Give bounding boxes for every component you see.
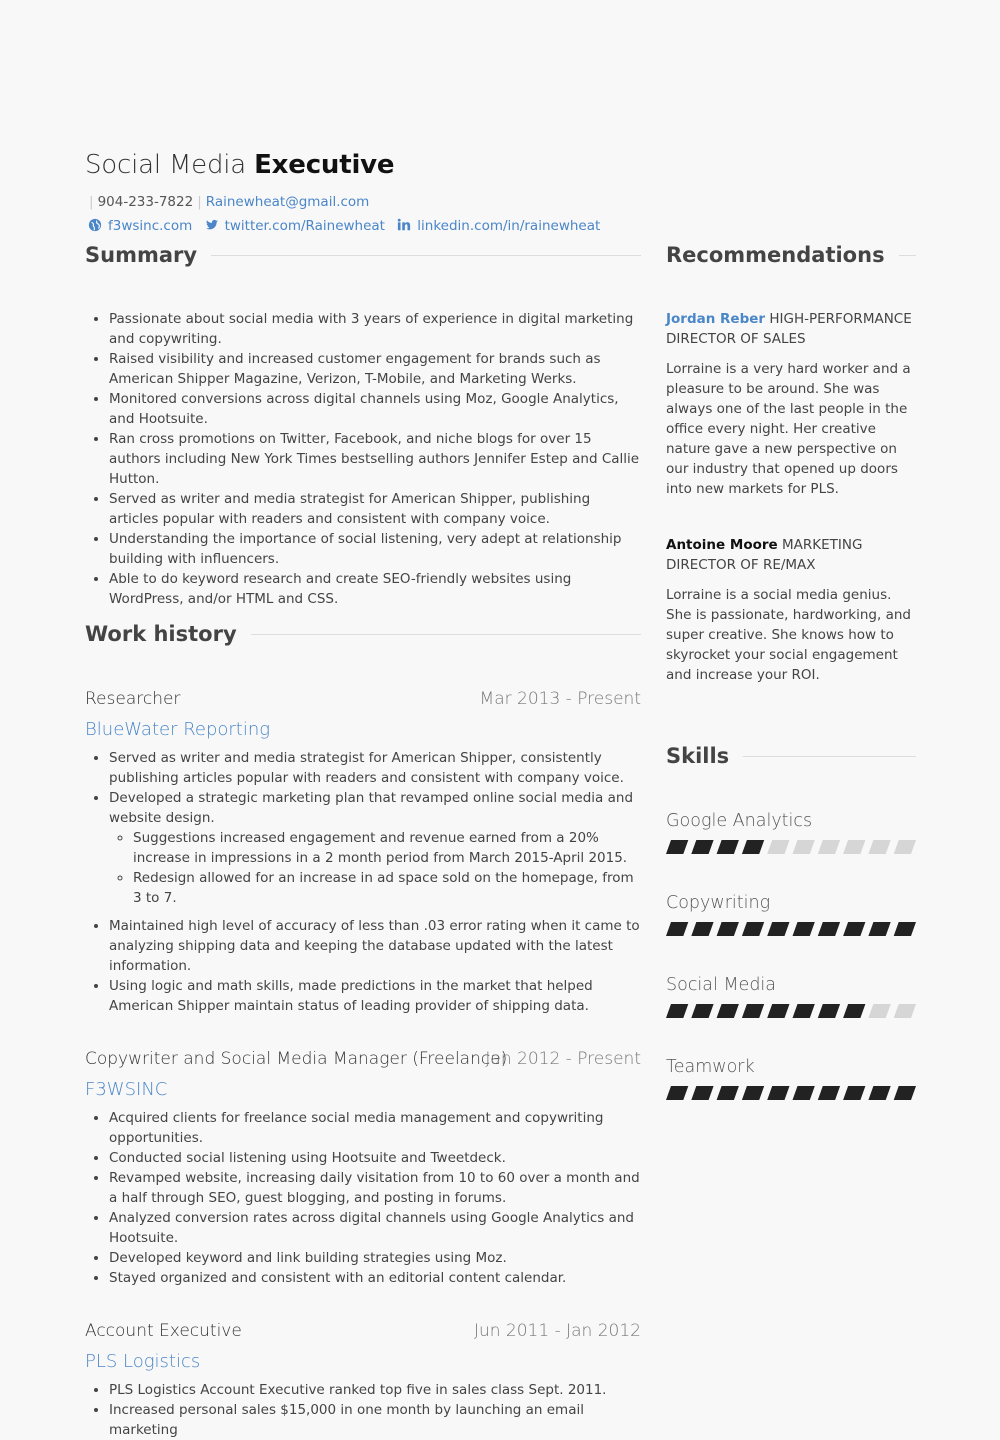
skill-segment-empty — [843, 840, 865, 854]
skill-segment-filled — [666, 922, 688, 936]
recommender-name[interactable]: Jordan Reber — [666, 311, 766, 327]
skill-segment-filled — [742, 922, 764, 936]
skill-segment-filled — [868, 922, 890, 936]
contact-line — [85, 194, 369, 210]
skill-segment-filled — [894, 922, 916, 936]
work-history-heading — [85, 622, 641, 646]
skill-segment-filled — [868, 1086, 890, 1100]
summary-item: • Raised visibility and increased customer engagement for brands such as American Shipper Magazine, Verizon, T-Mobile, and Marketing Werks. — [109, 349, 641, 389]
recommender-role: MARKETING DIRECTOR OF RE/MAX — [666, 537, 863, 573]
list-item — [109, 788, 641, 908]
linkedin-link[interactable] — [397, 218, 600, 234]
job-duties — [85, 748, 641, 1016]
skill-segment-empty — [793, 840, 815, 854]
divider — [899, 255, 916, 256]
list-item: • PLS Logistics Account Executive ranked top five in sales class Sept. 2011. — [109, 1380, 641, 1400]
skill-segment-filled — [742, 840, 764, 854]
summary-item: • Monitored conversions across digital channels using Moz, Google Analytics, and Hootsuite. — [109, 389, 641, 429]
title-light: Social Media — [85, 150, 247, 180]
phone-number: 904-233-7822 — [97, 194, 194, 210]
skill-level-bar — [666, 1004, 916, 1018]
sub-list-item: ◦ Suggestions increased engagement and revenue earned from a 20% increase in impressions in a 2 month period from March 2015-April 2015. — [133, 828, 641, 868]
summary-bullets — [85, 309, 641, 609]
recommendation-card — [666, 309, 916, 499]
skill-segment-filled — [691, 840, 713, 854]
job-duties — [85, 1380, 641, 1438]
resume-title — [85, 150, 394, 180]
recommender — [666, 535, 916, 575]
divider — [251, 634, 641, 635]
list-item: • Increased personal sales $15,000 in one month by launching an email marketing — [109, 1400, 641, 1440]
skill-segment-filled — [742, 1086, 764, 1100]
skill-segment-filled — [793, 1004, 815, 1018]
skill-segment-filled — [666, 1086, 688, 1100]
skill-segment-filled — [843, 1086, 865, 1100]
skill-segment-empty — [894, 840, 916, 854]
skill-segment-filled — [717, 840, 739, 854]
skill-segment-filled — [666, 1004, 688, 1018]
summary-heading — [85, 243, 641, 267]
recommender — [666, 309, 916, 349]
separator: | — [197, 194, 202, 210]
separator: | — [89, 194, 94, 210]
recommender-role: HIGH-PERFORMANCE DIRECTOR OF SALES — [666, 311, 912, 347]
email-link[interactable]: Rainewheat@gmail.com — [205, 194, 370, 210]
skill-segment-filled — [793, 922, 815, 936]
list-item-text: Developed a strategic marketing plan that revamped online social media and website design. — [109, 790, 634, 826]
job-title: Account Executive — [85, 1321, 242, 1341]
company-name[interactable]: PLS Logistics — [85, 1351, 201, 1372]
skill-segment-filled — [894, 1086, 916, 1100]
list-item: • Served as writer and media strategist for American Shipper, consistently publishing articles popular with readers and consistent with company voice. — [109, 748, 641, 788]
skill-level-bar — [666, 1086, 916, 1100]
recommendations-heading — [666, 243, 916, 267]
list-item: • Analyzed conversion rates across digital channels using Google Analytics and Hootsuite. — [109, 1208, 641, 1248]
company-name[interactable]: BlueWater Reporting — [85, 719, 271, 740]
website-text: f3wsinc.com — [108, 218, 193, 234]
website-link[interactable] — [88, 218, 197, 234]
divider — [743, 756, 916, 757]
job-dates: Mar 2013 - Present — [479, 689, 641, 709]
summary-heading-text: Summary — [85, 243, 198, 267]
skill-level-bar — [666, 840, 916, 854]
skill-segment-filled — [691, 922, 713, 936]
skill-segment-filled — [818, 1004, 840, 1018]
recommendation-text: Lorraine is a social media genius. She is passionate, hardworking, and super creative. She knows how to skyrocket your social engagement and increase your ROI. — [666, 587, 911, 683]
skill-segment-empty — [767, 840, 789, 854]
work-history-heading-text: Work history — [85, 622, 237, 646]
skill-segment-filled — [691, 1086, 713, 1100]
skill-name: Teamwork — [666, 1057, 755, 1077]
skill-segment-filled — [742, 1004, 764, 1018]
skill-segment-filled — [767, 1086, 789, 1100]
sub-list-item: ◦ Redesign allowed for an increase in ad space sold on the homepage, from 3 to 7. — [133, 868, 641, 908]
twitter-link[interactable] — [205, 218, 390, 234]
skill-name: Copywriting — [666, 893, 771, 913]
list-item: • Developed keyword and link building strategies using Moz. — [109, 1248, 641, 1268]
linkedin-text: linkedin.com/in/rainewheat — [417, 218, 601, 234]
job-duties — [85, 1108, 641, 1288]
skill-segment-filled — [767, 922, 789, 936]
summary-item: • Passionate about social media with 3 years of experience in digital marketing and copywriting. — [109, 309, 641, 349]
skill-segment-empty — [894, 1004, 916, 1018]
divider — [211, 255, 641, 256]
skill-segment-filled — [818, 922, 840, 936]
skills-heading — [666, 744, 916, 768]
summary-item: • Able to do keyword research and create SEO-friendly websites using WordPress, and/or HTML and CSS. — [109, 569, 641, 609]
job-dates: Jan 2012 - Present — [485, 1049, 641, 1069]
skill-segment-filled — [818, 1086, 840, 1100]
skill-segment-empty — [868, 840, 890, 854]
job-dates: Jun 2011 - Jan 2012 — [473, 1321, 641, 1341]
skill-segment-filled — [666, 840, 688, 854]
recommendation-card — [666, 535, 916, 685]
list-item: • Acquired clients for freelance social media management and copywriting opportunities. — [109, 1108, 641, 1148]
summary-item: • Served as writer and media strategist for American Shipper, publishing articles popular with readers and consistent with company voice. — [109, 489, 641, 529]
summary-list — [85, 309, 641, 609]
skill-name: Social Media — [666, 975, 777, 995]
list-item: • Conducted social listening using Hootsuite and Tweetdeck. — [109, 1148, 641, 1168]
skill-segment-filled — [691, 1004, 713, 1018]
skill-segment-filled — [843, 1004, 865, 1018]
twitter-icon — [205, 218, 219, 232]
job-title: Researcher — [85, 689, 181, 709]
company-name[interactable]: F3WSINC — [85, 1079, 168, 1100]
summary-item: • Understanding the importance of social listening, very adept at relationship building with influencers. — [109, 529, 641, 569]
skill-segment-filled — [793, 1086, 815, 1100]
skill-segment-empty — [818, 840, 840, 854]
summary-item: • Ran cross promotions on Twitter, Facebook, and niche blogs for over 15 authors including New York Times bestselling authors Jennifer Estep and Callie Hutton. — [109, 429, 641, 489]
linkedin-icon — [397, 218, 411, 232]
recommender-name: Antoine Moore — [666, 537, 778, 553]
skill-segment-filled — [767, 1004, 789, 1018]
title-bold: Executive — [254, 150, 395, 180]
skill-level-bar — [666, 922, 916, 936]
globe-icon — [88, 218, 102, 232]
skills-heading-text: Skills — [666, 744, 730, 768]
job-title: Copywriter and Social Media Manager (Freelance) — [85, 1049, 508, 1069]
list-item: • Stayed organized and consistent with an editorial content calendar. — [109, 1268, 641, 1288]
twitter-text: twitter.com/Rainewheat — [224, 218, 385, 234]
skill-name: Google Analytics — [666, 811, 813, 831]
list-item: • Maintained high level of accuracy of less than .03 error rating when it came to analyzing shipping data and keeping the database updated with the latest information. — [109, 916, 641, 976]
skill-segment-filled — [717, 1086, 739, 1100]
skill-segment-filled — [717, 922, 739, 936]
skill-segment-filled — [843, 922, 865, 936]
social-links — [88, 218, 608, 234]
recommendations-heading-text: Recommendations — [666, 243, 885, 267]
recommendation-text: Lorraine is a very hard worker and a pleasure to be around. She was always one of the last people in the office every night. Her creative nature gave a new perspective on our industry that opened up doors into new markets for PLS. — [666, 361, 911, 497]
skill-segment-empty — [868, 1004, 890, 1018]
skill-segment-filled — [717, 1004, 739, 1018]
list-item: • Using logic and math skills, made predictions in the market that helped American Shipper maintain status of leading provider of shipping data. — [109, 976, 641, 1016]
list-item: • Revamped website, increasing daily visitation from 10 to 60 over a month and a half through SEO, guest blogging, and posting in forums. — [109, 1168, 641, 1208]
